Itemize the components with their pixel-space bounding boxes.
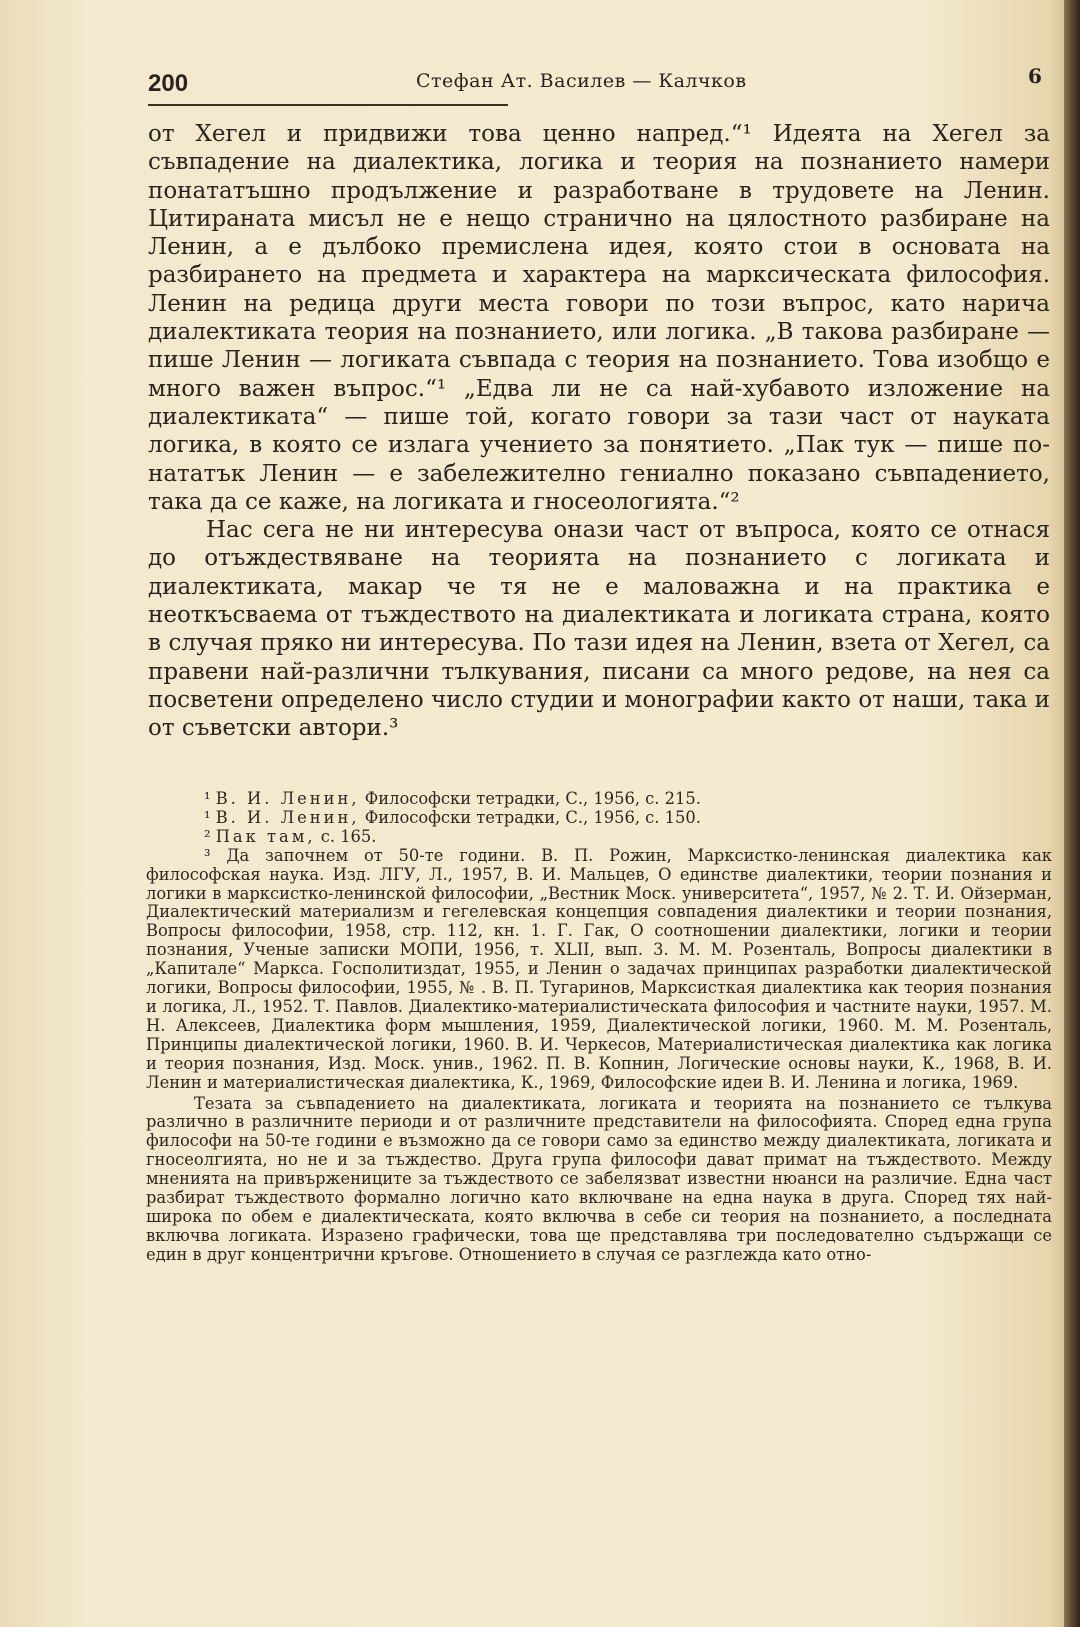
footnote-1a (146, 790, 1052, 809)
footnote-text: Философски тетрадки, С., 1956, с. 150. (364, 807, 701, 827)
footnote-author: В. И. Ленин, (215, 807, 360, 827)
footnote-3 (146, 847, 1052, 1093)
footnote-text: Философски тетрадки, С., 1956, с. 215. (364, 789, 701, 808)
footnote-3-continuation: Тезата за съвпадението на диалектиката, логиката и теорията на познанието се тълкува различно в различните периоди и от различните представители на философията. Според една група философи на 50-те години е възможно да се говори само за единство между диалектиката, логиката и гносеолгията, но не и за тъждество. Друга група философи дават примат на тъждеството. Между мненията на привържениците за тъждеството се забелязват известни нюанси на различие. Една част разбират тъждеството формално логично като включване на една наука в друга. Според тях най-широка по обем е диалектическата, която включва в себе си теория на познанието, а последната включва логиката. Изразено графически, това ще представлява три последователно съдържащи се един в друг концентрични кръгове. Отношението в случая се разглежда като отно- (146, 1093, 1052, 1264)
footnote-1b (146, 809, 1052, 828)
paragraph-1: от Хегел и придвижи това ценно напред.“¹ Идеята на Хегел за съвпадение на диалектика, логика и теория на познанието намери понататъшно продължение и разработване в трудовете на Ленин. Цитираната мисъл не е нещо странично на цялостното разбиране на Ленин, а е дълбоко премислена идея, която стои в основата на разбирането на предмета и характера на марксическата философия. Ленин на редица други места говори по този въпрос, като нарича диалектиката теория на познанието, или логика. „В такова разбиране — пише Ленин — логиката съвпада с теория на познанието. Това изобщо е много важен въпрос.“¹ „Едва ли не са най-хубавото изложение на диалектиката“ — пише той, когато говори за тази част от науката логика, в която се излага учението за понятието. „Пак тук — пише по-нататък Ленин — е забележително гениално показано съвпадението, така да се каже, на логиката и гносеологията.“² (148, 121, 1050, 515)
signature-mark: 6 (1028, 64, 1042, 88)
paragraph-2: Нас сега не ни интересува онази част от въпроса, която се отнася до отъждествяване на теорията на познанието с логиката и диалектиката, макар че тя не е маловажна и на практика е неоткъсваема от тъждеството на диалектиката и логиката страна, която в случая пряко ни интересува. По тази идея на Ленин, взета от Хегел, са правени най-различни тълкувания, писани са много редове, на нея са посветени определено число студии и монографии както от наши, така и от съветски автори.³ (148, 517, 1050, 742)
page-number: 200 (148, 70, 189, 97)
footnote-2 (146, 828, 1052, 847)
page-header (148, 64, 1048, 104)
header-rule (148, 104, 508, 106)
book-spine-edge (1064, 0, 1080, 1627)
running-title: Стефан Ат. Василев — Калчков (416, 70, 747, 92)
footnotes (146, 790, 1052, 1265)
footnote-mark: ¹ (204, 789, 211, 808)
footnote-ibid: Пак там, (215, 826, 316, 846)
footnote-mark: ³ (204, 845, 211, 865)
footnote-mark: ¹ (204, 807, 211, 827)
footnote-author: В. И. Ленин, (215, 789, 360, 808)
main-text (148, 120, 1050, 743)
footnote-mark: ² (204, 826, 211, 846)
footnote-text: с. 165. (320, 826, 377, 846)
footnote-text: Да започнем от 50-те години. В. П. Рожин, Марксистко-ленинская диалектика как философская наука. Изд. ЛГУ, Л., 1957, В. И. Мальцев, О единстве диалектики, теории познания и логики в марксистко-ленинской философии, „Вестник Моск. университета“, 1957, № 2. Т. И. Ойзерман, Диалектический материализм и гегелевская концепция совпадения диалектики и теории познания, Вопросы философии, 1958, стр. 112, кн. 1. Г. Гак, О соотношении диалектики, логики и теории познания, Ученые записки МОПИ, 1956, т. XLII, вып. 3. М. М. Розенталь, Вопросы диалектики в „Капитале“ Маркса. Госполитиздат, 1955, и Ленин о задачах принципах разработки диалектической логики, Вопросы философии, 1955, № . В. П. Тугаринов, Марксисткая диалектика как теория познания и логика, Л., 1952. Т. Павлов. Диалектико-материалистическата философия и частните науки, 1957. М. Н. Алексеев, Диалектика форм мышления, 1959, Диалектической логики, 1960. М. М. Розенталь, Принципы диалектической логики, 1960. В. И. Черкесов, Материалистическая диалектика как логика и теория познания, Изд. Моск. унив., 1962. П. В. Копнин, Логические основы науки, К., 1968, В. И. Ленин и материалистическая диалектика, К., 1969, Философские идеи В. И. Ленина и логика, 1969. (146, 845, 1052, 1092)
